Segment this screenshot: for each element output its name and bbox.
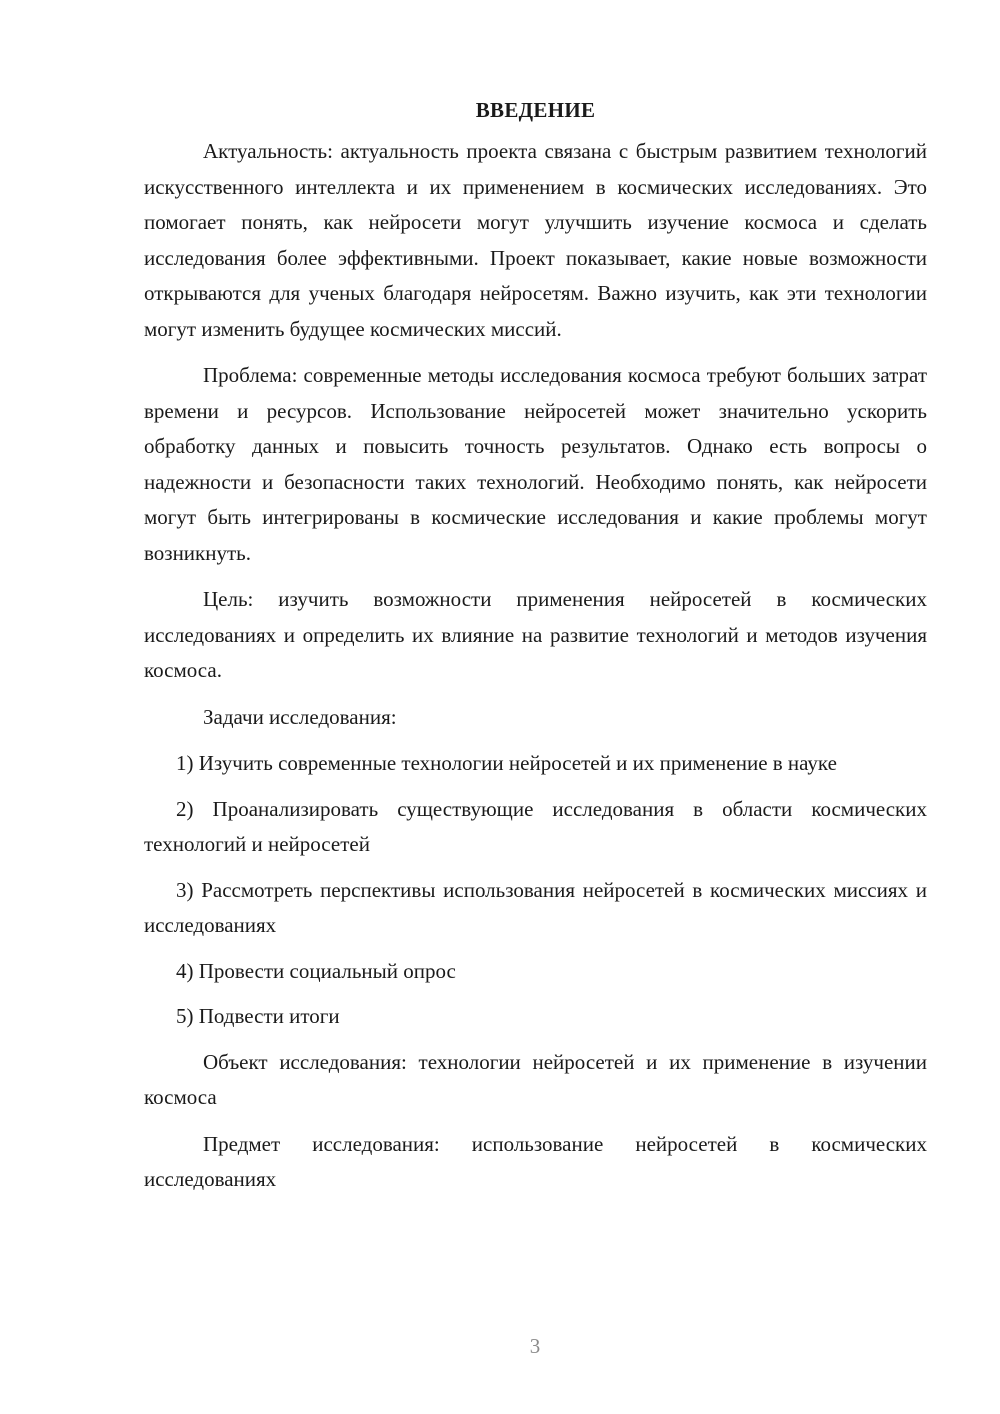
task-item-3: 3) Рассмотреть перспективы использования нейросетей в космических миссиях и исследованиях — [144, 877, 927, 937]
subject-paragraph: Предмет исследования: использование нейросетей в космических исследованиях — [144, 1131, 927, 1191]
object-paragraph: Объект исследования: технологии нейросетей и их применение в изучении космоса — [144, 1049, 927, 1109]
problem-paragraph: Проблема: современные методы исследования космоса требуют больших затрат времени и ресурсов. Использование нейросетей может значительно ускорить обработку данных и повысить точность результатов. Однако есть вопросы о надежности и безопасности таких технологий. Необходимо понять, как нейросети могут быть интегрированы в космические исследования и какие проблемы могут возникнуть. — [144, 363, 927, 565]
page-number: 3 — [529, 1334, 541, 1358]
task-item-4: 4) Провести социальный опрос — [176, 958, 456, 983]
tasks-heading: Задачи исследования: — [203, 704, 397, 729]
task-item-2: 2) Проанализировать существующие исследования в области космических технологий и нейросетей — [144, 796, 927, 856]
relevance-paragraph: Актуальность: актуальность проекта связана с быстрым развитием технологий искусственного интеллекта и их применением в космических исследованиях. Это помогает понять, как нейросети могут улучшить изучение космоса и сделать исследования более эффективными. Проект показывает, какие новые возможности открываются для ученых благодаря нейросетям. Важно изучить, как эти технологии могут изменить будущее космических миссий. — [144, 139, 927, 341]
section-heading: ВВЕДЕНИЕ — [475, 98, 596, 122]
task-item-5: 5) Подвести итоги — [176, 1004, 340, 1028]
task-item-1: 1) Изучить современные технологии нейросетей и их применение в науке — [176, 751, 837, 775]
goal-paragraph: Цель: изучить возможности применения нейросетей в космических исследованиях и определить их влияние на развитие технологий и методов изучения космоса. — [144, 587, 927, 682]
page-content — [144, 96, 927, 1209]
